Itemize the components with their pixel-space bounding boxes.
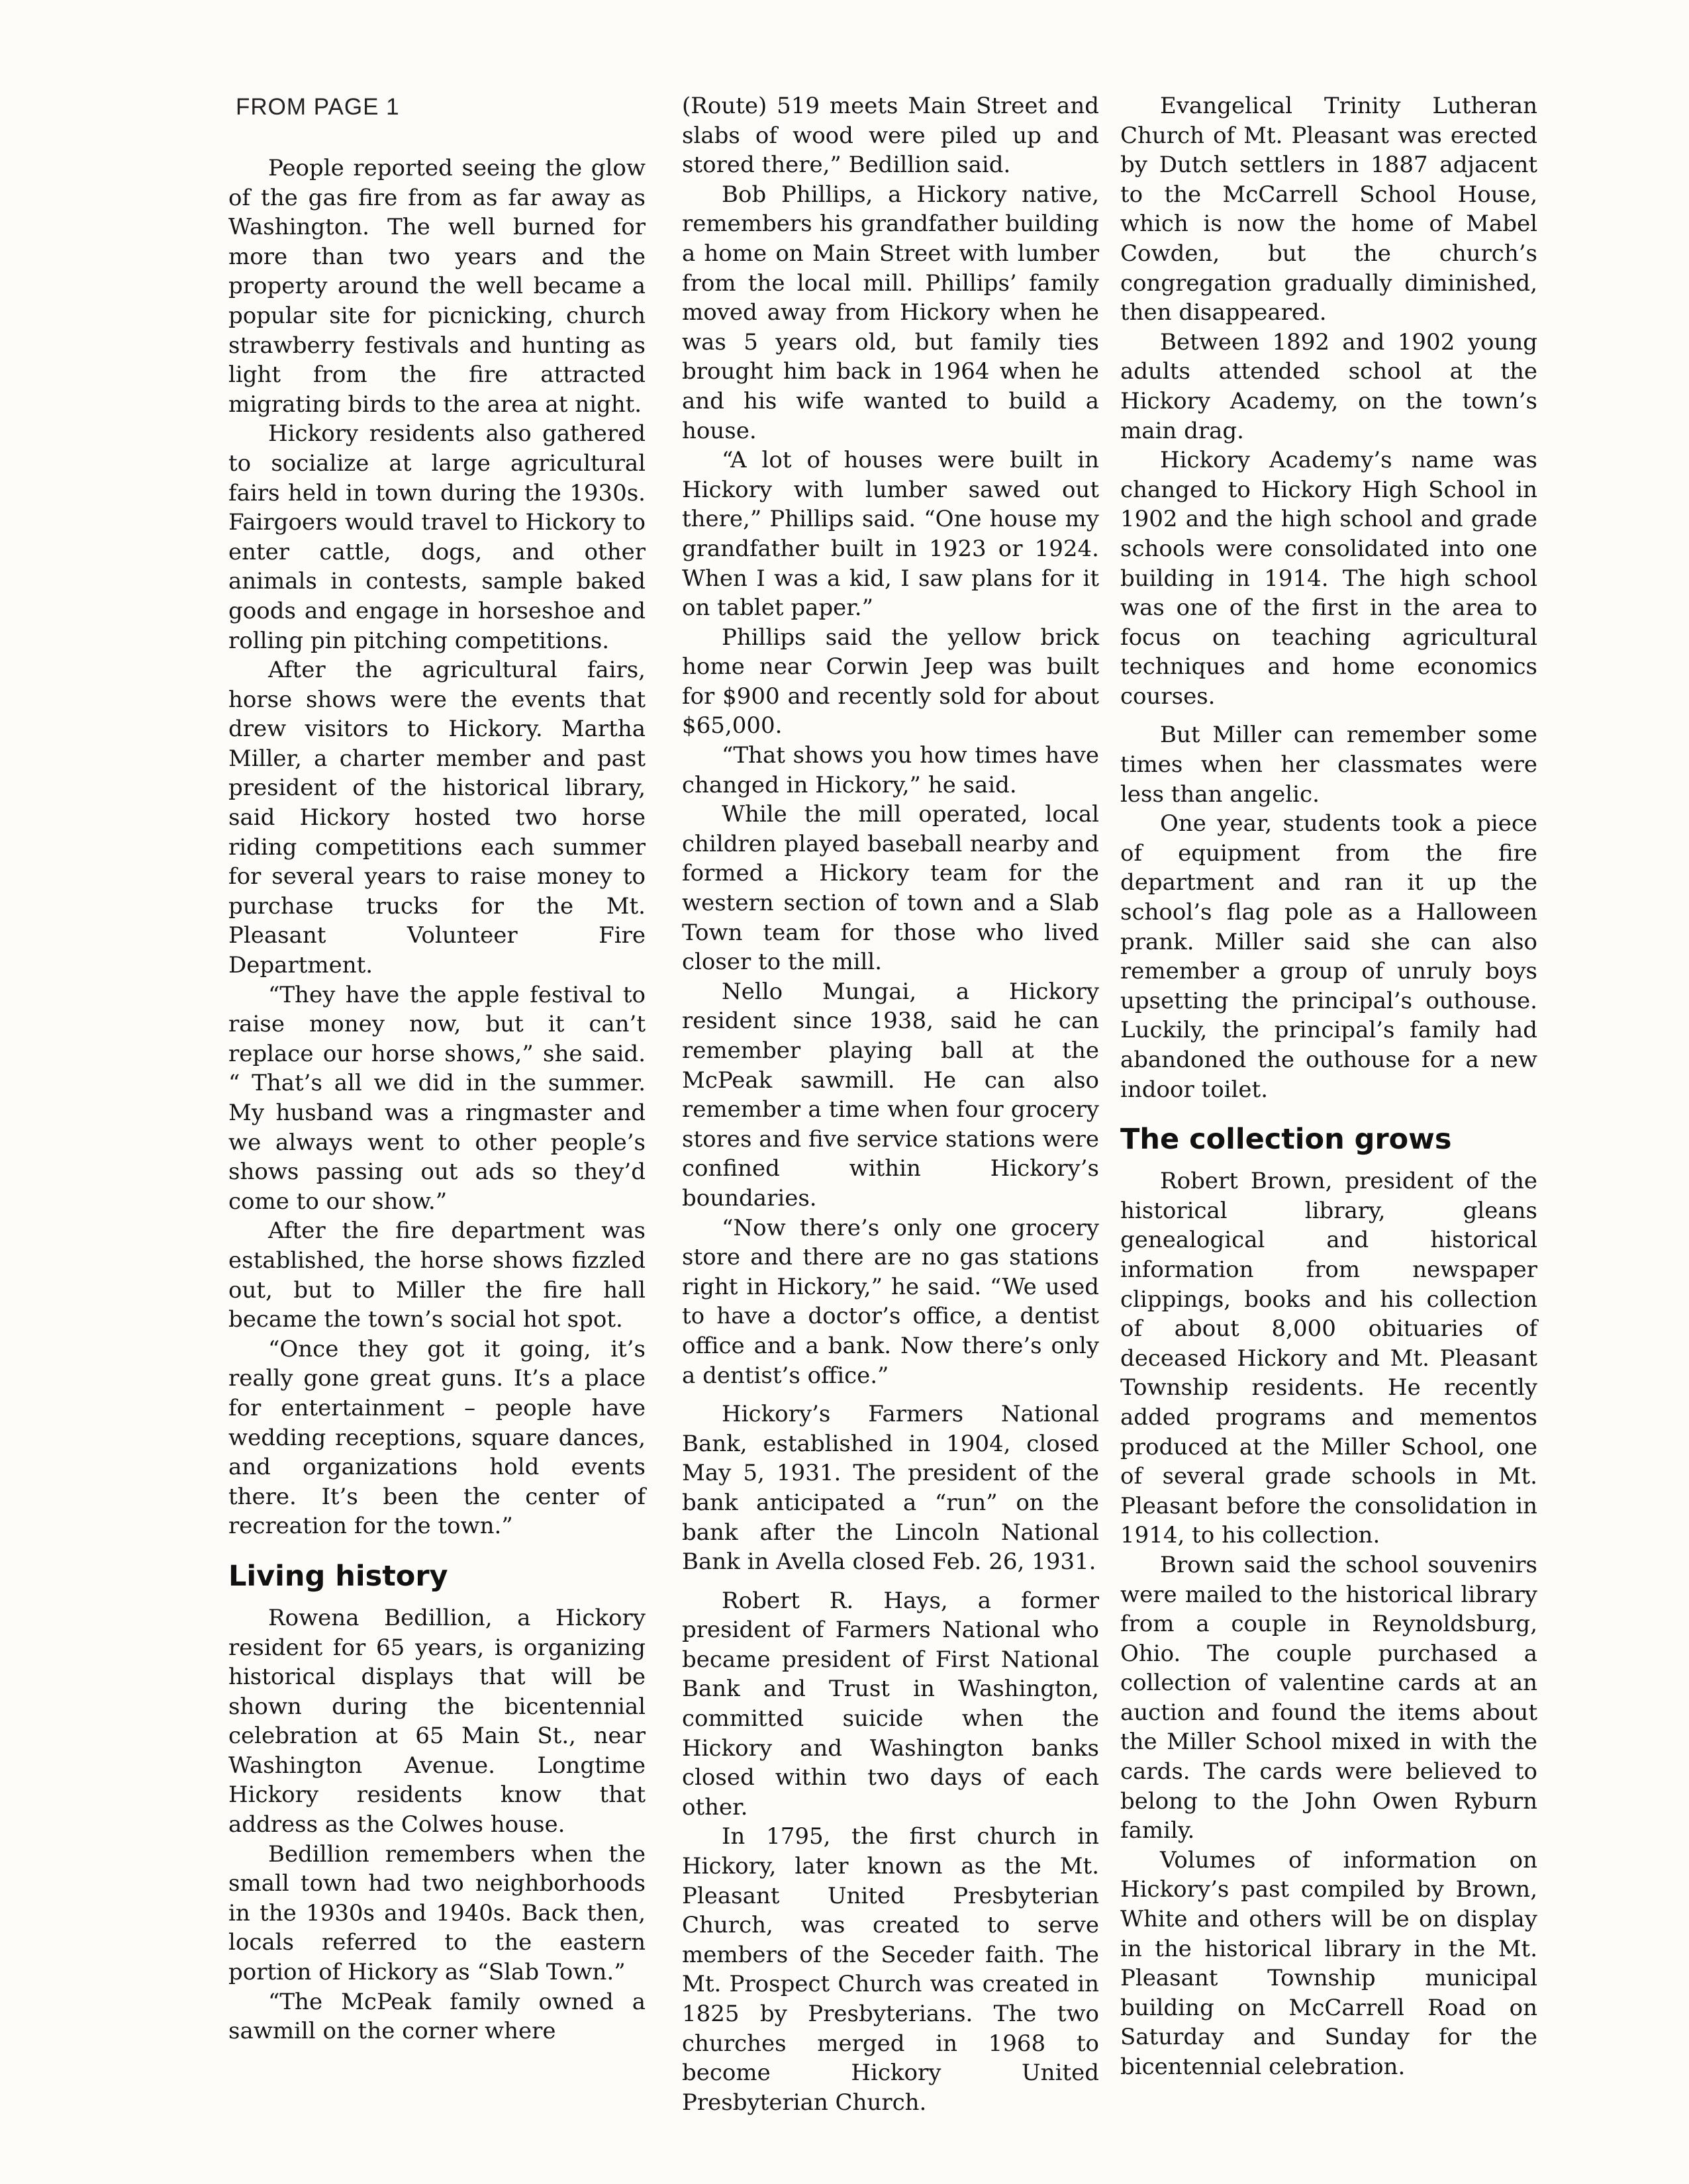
paragraph: In 1795, the first church in Hickory, later known as the Mt. Pleasant United Presbyterian Church, was created to serve members of the Seceder faith. The Mt. Prospect Church was created in 1825 by Presbyterians. The two churches merged in 1968 to become Hickory United Presbyterian Church. xyxy=(682,1823,1099,2116)
paragraph: “That shows you how times have changed in Hickory,” he said. xyxy=(682,742,1099,798)
paragraph: Hickory’s Farmers National Bank, established in 1904, closed May 5, 1931. The president of the bank anticipated a “run” on the bank after the Lincoln National Bank in Avella closed Feb. 26, 1931. xyxy=(682,1401,1099,1576)
article-column-3 xyxy=(1120,91,1537,2082)
paragraph: While the mill operated, local children played baseball nearby and formed a Hickory team for the western section of town and a Slab Town team for those who lived closer to the mill. xyxy=(682,801,1099,976)
paragraph: “Now there’s only one grocery store and there are no gas stations right in Hickory,” he said. “We used to have a doctor’s office, a dentist office and a bank. Now there’s only a dentist’s office.” xyxy=(682,1214,1099,1389)
paragraph: Hickory residents also gathered to socialize at large agricultural fairs held in town during the 1930s. Fairgoers would travel to Hickory to enter cattle, dogs, and other animals in contests, sample baked goods and engage in horseshoe and rolling pin pitching competitions. xyxy=(228,420,646,654)
paragraph: “Once they got it going, it’s really gone great guns. It’s a place for entertainment – people have wedding receptions, square dances, and organizations hold events there. It’s been the center of recreation for the town.” xyxy=(228,1335,646,1540)
paragraph: One year, students took a piece of equipment from the fire department and ran it up the school’s flag pole as a Halloween prank. Miller said she can also remember a group of unruly boys upsetting the principal’s outhouse. Luckily, the principal’s family had abandoned the outhouse for a new indoor toilet. xyxy=(1120,810,1537,1103)
article-column-2 xyxy=(682,91,1099,2117)
paragraph: After the fire department was established, the horse shows fizzled out, but to Miller the fire hall became the town’s social hot spot. xyxy=(228,1217,646,1333)
paragraph: Robert Brown, president of the historical library, gleans genealogical and historical information from newspaper clippings, books and his collection of about 8,000 obituaries of deceased Hickory and Mt. Pleasant Township residents. He recently added programs and mementos produced at the Miller School, one of several grade schools in Mt. Pleasant before the consolidation in 1914, to his collection. xyxy=(1120,1168,1537,1549)
paragraph: “They have the apple festival to raise money now, but it can’t replace our horse shows,” she said. “ That’s all we did in the summer. My husband was a ringmaster and we always went to other people’s shows passing out ads so they’d come to our show.” xyxy=(228,981,646,1215)
paragraph: Evangelical Trinity Lutheran Church of Mt. Pleasant was erected by Dutch settlers in 1887 adjacent to the McCarrell School House, which is now the home of Mabel Cowden, but the church’s congregation gradually diminished, then disappeared. xyxy=(1120,93,1537,326)
paragraph: “A lot of houses were built in Hickory with lumber sawed out there,” Phillips said. “One house my grandfather built in 1923 or 1924. When I was a kid, I saw plans for it on tablet paper.” xyxy=(682,447,1099,622)
paragraph: Brown said the school souvenirs were mailed to the historical library from a couple in Reynoldsburg, Ohio. The couple purchased a collection of valentine cards at an auction and found the items about the Miller School mixed in with the cards. The cards were believed to belong to the John Owen Ryburn family. xyxy=(1120,1551,1537,1844)
paragraph: But Miller can remember some times when her classmates were less than angelic. xyxy=(1120,722,1537,808)
paragraph: People reported seeing the glow of the gas fire from as far away as Washington. The well burned for more than two years and the property around the well became a popular site for picnicking, church strawberry festivals and hunting as light from the fire attracted migrating birds to the area at night. xyxy=(228,155,646,418)
paragraph: Hickory Academy’s name was changed to Hickory High School in 1902 and the high school and grade schools were consolidated into one building in 1914. The high school was one of the first in the area to focus on teaching agricultural techniques and home economics courses. xyxy=(1120,447,1537,710)
page-continuation-label: FROM PAGE 1 xyxy=(236,94,400,120)
paragraph: Robert R. Hays, a former president of Farmers National who became president of First National Bank and Trust in Washington, committed suicide when the Hickory and Washington banks closed within two days of each other. xyxy=(682,1587,1099,1821)
section-heading-living-history: Living history xyxy=(228,1559,448,1593)
paragraph: Volumes of information on Hickory’s past compiled by Brown, White and others will be on display in the historical library in the Mt. Pleasant Township municipal building on McCarrell Road on Saturday and Sunday for the bicentennial celebration. xyxy=(1120,1846,1537,2080)
paragraph: (Route) 519 meets Main Street and slabs of wood were piled up and stored there,” Bedillion said. xyxy=(682,93,1099,179)
paragraph: Nello Mungai, a Hickory resident since 1938, said he can remember playing ball at the McPeak sawmill. He can also remember a time when four grocery stores and five service stations were confined within Hickory’s boundaries. xyxy=(682,978,1099,1211)
paragraph: Bedillion remembers when the small town had two neighborhoods in the 1930s and 1940s. Back then, locals referred to the eastern portion of Hickory as “Slab Town.” xyxy=(228,1840,646,1986)
article-column-1 xyxy=(228,154,646,2046)
paragraph: Between 1892 and 1902 young adults attended school at the Hickory Academy, on the town’s main drag. xyxy=(1120,328,1537,444)
paragraph: Rowena Bedillion, a Hickory resident for 65 years, is organizing historical displays that will be shown during the bicentennial celebration at 65 Main St., near Washington Avenue. Longtime Hickory residents know that address as the Colwes house. xyxy=(228,1604,646,1838)
paragraph: “The McPeak family owned a sawmill on the corner where xyxy=(228,1988,646,2045)
paragraph: Phillips said the yellow brick home near Corwin Jeep was built for $900 and recently sold for about $65,000. xyxy=(682,624,1099,739)
section-heading-collection-grows: The collection grows xyxy=(1120,1123,1452,1157)
paragraph: Bob Phillips, a Hickory native, remembers his grandfather building a home on Main Street with lumber from the local mill. Phillips’ family moved away from Hickory when he was 5 years old, but family ties brought him back in 1964 when he and his wife wanted to build a house. xyxy=(682,181,1099,444)
paragraph: After the agricultural fairs, horse shows were the events that drew visitors to Hickory. Martha Miller, a charter member and past president of the historical library, said Hickory hosted two horse riding competitions each summer for several years to raise money to purchase trucks for the Mt. Pleasant Volunteer Fire Department. xyxy=(228,657,646,979)
